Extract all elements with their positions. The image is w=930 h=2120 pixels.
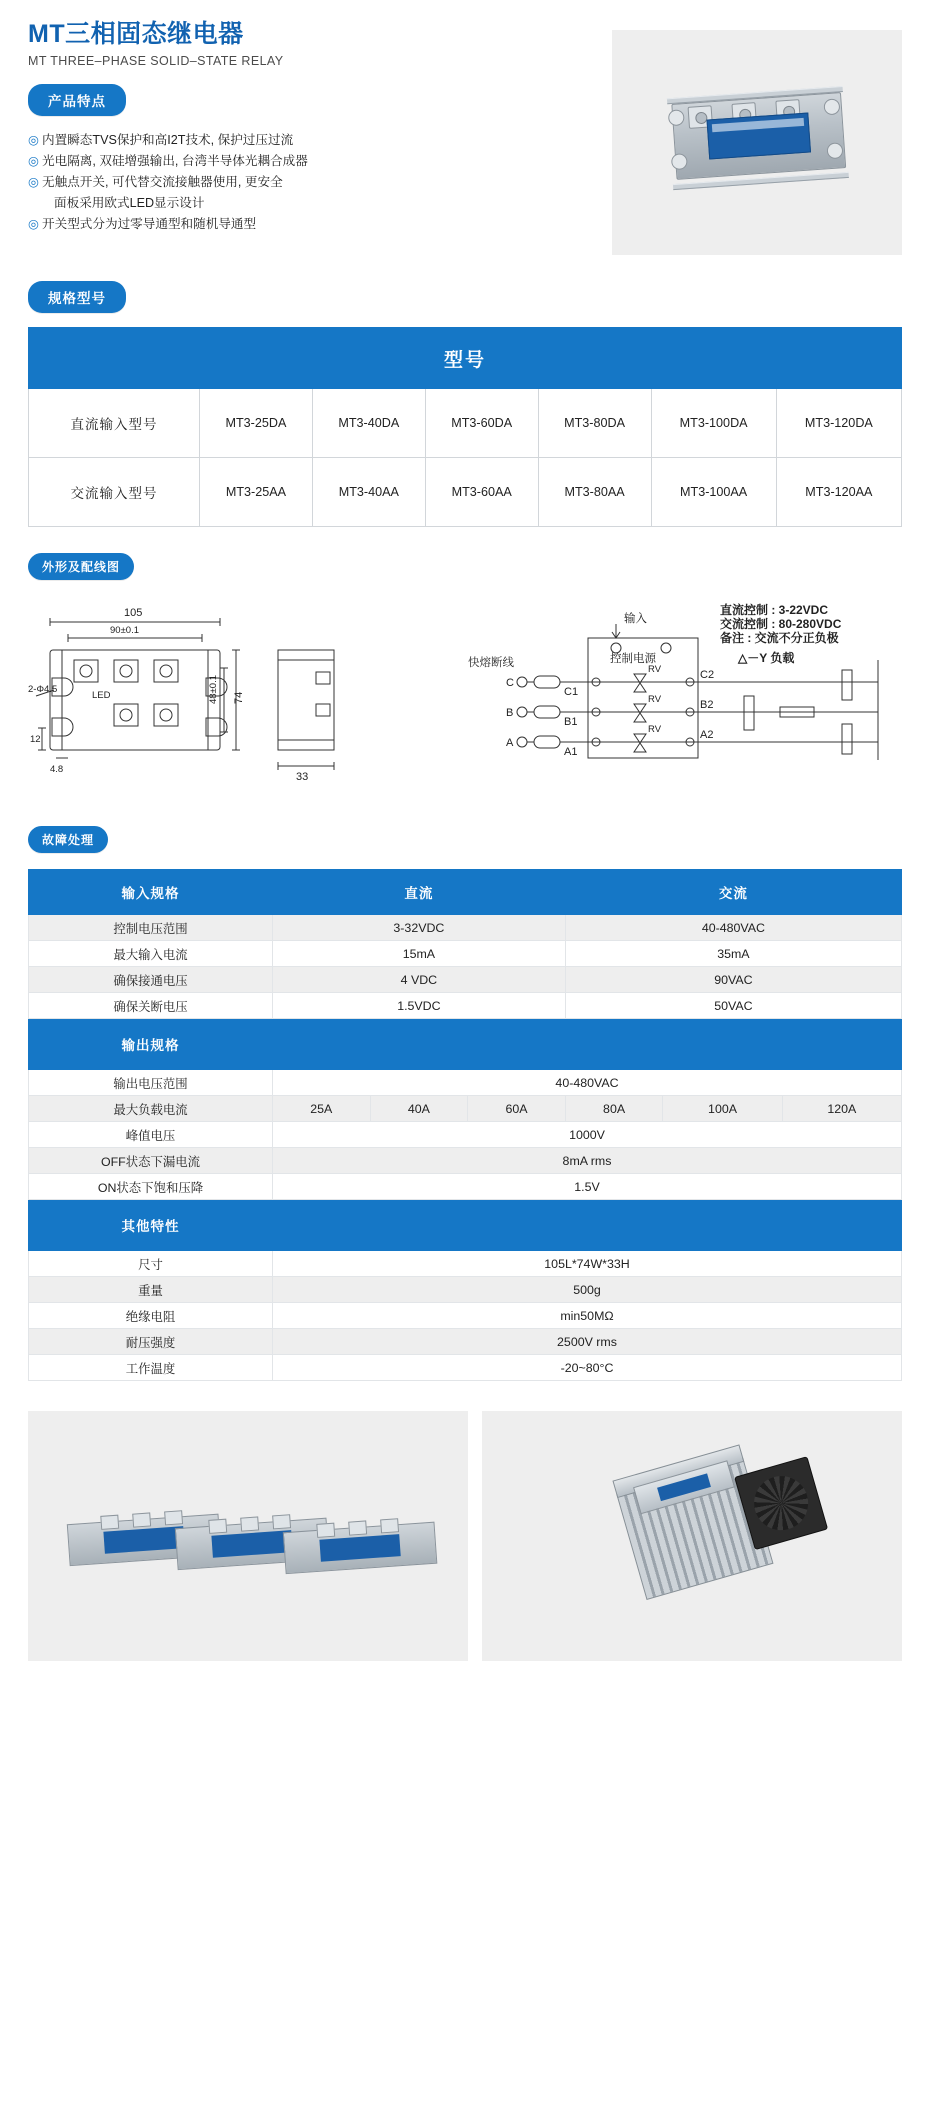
feature-item xyxy=(28,172,458,214)
spec-label: 确保关断电压 xyxy=(29,993,273,1019)
spec-value-ac: 50VAC xyxy=(565,993,901,1019)
spec-value: 40-480VAC xyxy=(273,1070,902,1096)
table-row xyxy=(29,1096,902,1122)
spec-value: 105L*74W*33H xyxy=(273,1251,902,1277)
model-cell: MT3-25AA xyxy=(200,458,313,527)
table-row xyxy=(29,389,902,458)
table-row xyxy=(29,1251,902,1277)
table-row xyxy=(29,1174,902,1200)
model-cell: MT3-120AA xyxy=(776,458,901,527)
model-cell: MT3-60DA xyxy=(425,389,538,458)
table-row xyxy=(29,915,902,941)
spec-header-dc: 直流 xyxy=(273,870,566,915)
note-dc: 直流控制 : 3-22VDC xyxy=(720,603,829,617)
spec-header-other-blank xyxy=(273,1200,902,1251)
term-b2: B2 xyxy=(700,699,714,711)
led-label: LED xyxy=(92,690,111,701)
page-title: MT三相固态继电器 xyxy=(28,20,244,48)
model-cell: MT3-100AA xyxy=(651,458,776,527)
bullet-icon: ◎ xyxy=(28,217,39,231)
load-label: △－Y 负载 xyxy=(738,651,795,665)
feature-item xyxy=(28,130,458,151)
dim-12: 12 xyxy=(30,734,41,745)
spec-label: 峰值电压 xyxy=(29,1122,273,1148)
note-ac: 交流控制 : 80-280VDC xyxy=(720,617,842,631)
table-row xyxy=(29,967,902,993)
mechanical-drawing-svg xyxy=(28,600,428,800)
table-row xyxy=(29,1070,902,1096)
model-cell: MT3-40AA xyxy=(312,458,425,527)
model-cell: MT3-25DA xyxy=(200,389,313,458)
table-row xyxy=(29,1329,902,1355)
table-row xyxy=(29,1148,902,1174)
spec-header-output: 输出规格 xyxy=(29,1019,273,1070)
spec-value-dc: 3-32VDC xyxy=(273,915,566,941)
spec-value: 500g xyxy=(273,1277,902,1303)
table-row xyxy=(29,941,902,967)
photo-heatsink-relay xyxy=(482,1411,902,1661)
spec-value-dc: 1.5VDC xyxy=(273,993,566,1019)
feature-text xyxy=(42,172,458,214)
rv-label: RV xyxy=(648,724,662,735)
header-section xyxy=(28,0,902,255)
drawing-section-pill: 外形及配线图 xyxy=(28,553,134,580)
dim-width-inner: 90±0.1 xyxy=(110,625,139,636)
dim-48: 4.8 xyxy=(50,764,64,775)
input-label: 输入 xyxy=(624,613,647,625)
spec-label: 工作温度 xyxy=(29,1355,273,1381)
table-row xyxy=(29,328,902,389)
model-cell: MT3-80AA xyxy=(538,458,651,527)
model-section-pill: 规格型号 xyxy=(28,281,126,313)
term-a2: A2 xyxy=(700,729,714,741)
heatsink-illustration xyxy=(616,1443,832,1629)
current-cell: 100A xyxy=(663,1096,782,1122)
dim-height-inner: 48±0.1 xyxy=(208,675,219,704)
table-row xyxy=(29,1277,902,1303)
term-c2: C2 xyxy=(700,669,715,681)
row-label-ac: 交流输入型号 xyxy=(29,458,200,527)
relay-illustration xyxy=(660,76,858,204)
spec-value: 1.5V xyxy=(273,1174,902,1200)
spec-section-pill: 故障处理 xyxy=(28,826,108,853)
spec-label: 重量 xyxy=(29,1277,273,1303)
spec-value: 8mA rms xyxy=(273,1148,902,1174)
model-table xyxy=(28,327,902,527)
spec-label: 绝缘电阻 xyxy=(29,1303,273,1329)
feature-item xyxy=(28,151,458,172)
spec-label: 确保接通电压 xyxy=(29,967,273,993)
photo-three-relays xyxy=(28,1411,468,1661)
feature-text: 内置瞬态TVS保护和高I2T技术, 保护过压过流 xyxy=(42,133,294,147)
current-cell: 80A xyxy=(565,1096,663,1122)
feature-text: 光电隔离, 双硅增强输出, 台湾半导体光耦合成器 xyxy=(42,154,308,168)
model-cell: MT3-80DA xyxy=(538,389,651,458)
mechanical-drawing xyxy=(28,600,428,800)
spec-label: 尺寸 xyxy=(29,1251,273,1277)
bullet-icon: ◎ xyxy=(28,175,39,189)
dim-height-outer: 74 xyxy=(233,691,245,704)
spec-value-ac: 90VAC xyxy=(565,967,901,993)
rv-label: RV xyxy=(648,664,662,675)
note-remark: 备注 : 交流不分正负极 xyxy=(720,631,839,645)
spec-value-dc: 15mA xyxy=(273,941,566,967)
spec-value-ac: 40-480VAC xyxy=(565,915,901,941)
bottom-photo-row xyxy=(28,1411,902,1687)
spec-header-input: 输入规格 xyxy=(29,870,273,915)
fuse-label: 快熔断线 xyxy=(468,657,514,669)
model-table-title: 型号 xyxy=(29,328,902,389)
spec-header-ac: 交流 xyxy=(565,870,901,915)
header-left xyxy=(28,14,458,235)
spec-label: 输出电压范围 xyxy=(29,1070,273,1096)
spec-value: 2500V rms xyxy=(273,1329,902,1355)
table-row xyxy=(29,1200,902,1251)
table-row xyxy=(29,1122,902,1148)
dim-width-outer: 105 xyxy=(124,607,143,619)
phase-c: C xyxy=(506,677,514,689)
spec-label: 耐压强度 xyxy=(29,1329,273,1355)
page-subtitle: MT THREE–PHASE SOLID–STATE RELAY xyxy=(28,54,284,68)
spec-label: 最大负载电流 xyxy=(29,1096,273,1122)
spec-label: 最大输入电流 xyxy=(29,941,273,967)
phase-a: A xyxy=(506,737,514,749)
dim-depth: 33 xyxy=(296,771,309,783)
table-row xyxy=(29,458,902,527)
term-c1: C1 xyxy=(564,686,579,698)
feature-text-sub: 面板采用欧式LED显示设计 xyxy=(54,196,205,210)
spec-value: 1000V xyxy=(273,1122,902,1148)
current-cell: 60A xyxy=(468,1096,566,1122)
feature-list xyxy=(28,130,458,235)
wiring-diagram-svg xyxy=(438,600,898,800)
feature-text: 开关型式分为过零导通型和随机导通型 xyxy=(42,217,257,231)
table-row xyxy=(29,1303,902,1329)
table-row xyxy=(29,870,902,915)
model-cell: MT3-60AA xyxy=(425,458,538,527)
spec-value-dc: 4 VDC xyxy=(273,967,566,993)
row-label-dc: 直流输入型号 xyxy=(29,389,200,458)
current-cell: 25A xyxy=(273,1096,371,1122)
current-cell: 120A xyxy=(782,1096,901,1122)
table-row xyxy=(29,1019,902,1070)
ctrl-power-label: 控制电源 xyxy=(610,653,656,665)
spec-value-ac: 35mA xyxy=(565,941,901,967)
product-photo xyxy=(612,30,902,255)
feature-item xyxy=(28,214,458,235)
table-row xyxy=(29,993,902,1019)
phase-b: B xyxy=(506,707,514,719)
current-cell: 40A xyxy=(370,1096,468,1122)
features-pill: 产品特点 xyxy=(28,84,126,116)
spec-value: -20~80°C xyxy=(273,1355,902,1381)
spec-label: ON状态下饱和压降 xyxy=(29,1174,273,1200)
bullet-icon: ◎ xyxy=(28,133,39,147)
drawing-area xyxy=(28,600,902,800)
spec-value: min50MΩ xyxy=(273,1303,902,1329)
bullet-icon: ◎ xyxy=(28,154,39,168)
spec-table xyxy=(28,869,902,1381)
model-cell: MT3-120DA xyxy=(776,389,901,458)
model-cell: MT3-100DA xyxy=(651,389,776,458)
wiring-diagram xyxy=(438,600,902,800)
dim-hole: 2-Φ4.5 xyxy=(28,684,58,695)
spec-header-output-blank xyxy=(273,1019,902,1070)
feature-text-main: 无触点开关, 可代替交流接触器使用, 更安全 xyxy=(42,175,283,189)
table-row xyxy=(29,1355,902,1381)
term-a1: A1 xyxy=(564,746,578,758)
spec-label: 控制电压范围 xyxy=(29,915,273,941)
spec-label: OFF状态下漏电流 xyxy=(29,1148,273,1174)
model-cell: MT3-40DA xyxy=(312,389,425,458)
term-b1: B1 xyxy=(564,716,578,728)
spec-header-other: 其他特性 xyxy=(29,1200,273,1251)
rv-label: RV xyxy=(648,694,662,705)
